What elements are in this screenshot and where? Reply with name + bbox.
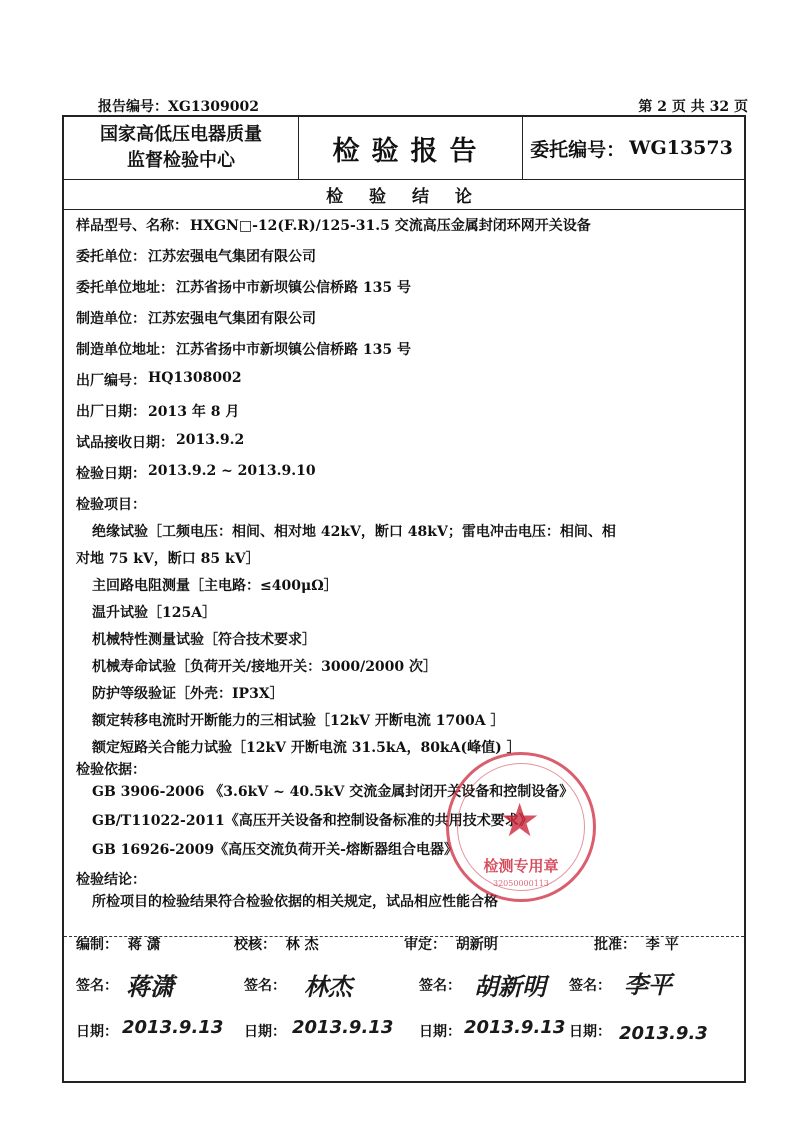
field-test-date — [76, 463, 736, 483]
sign-label: 签名： — [419, 978, 461, 994]
test-item: 防护等级验证［外壳：IP3X］ — [92, 686, 284, 702]
sign-label: 签名： — [244, 978, 286, 994]
field-value: 江苏省扬中市新坝镇公信桥路 135 号 — [176, 342, 411, 358]
role-compiler: 编制： 蒋 潇 — [76, 937, 161, 953]
org-line-1: 国家高低压电器质量 — [100, 124, 262, 145]
date-label: 日期： — [419, 1024, 461, 1040]
field-receipt-date — [76, 432, 736, 452]
star-icon: ★ — [499, 793, 541, 847]
field-sample — [76, 215, 736, 235]
field-client-address — [76, 277, 736, 297]
sign-label: 签名： — [569, 978, 611, 994]
entrust-number-value: WG13573 — [629, 137, 733, 159]
org-line-2: 监督检验中心 — [127, 150, 235, 171]
field-serial-no — [76, 370, 736, 390]
date-label: 日期： — [569, 1024, 611, 1040]
sign-label: 签名： — [76, 978, 118, 994]
field-manufacturer — [76, 308, 736, 328]
role-name: 林 杰 — [285, 937, 319, 953]
field-production-date — [76, 401, 736, 421]
section-title: 检 验 结 论 — [64, 179, 744, 210]
basis-standard: GB 3906-2006 《3.6kV ~ 40.5kV 交流金属封闭开关设备和控制设备》 — [92, 784, 574, 800]
test-item: 机械特性测量试验［符合技术要求］ — [92, 632, 316, 648]
field-manufacturer-address — [76, 339, 736, 359]
field-label: 出厂日期： — [76, 404, 146, 420]
field-label: 委托单位地址： — [76, 280, 174, 296]
basis-title: 检验依据： — [76, 762, 146, 778]
entrust-number-label: 委托编号： — [530, 138, 626, 161]
test-item: 绝缘试验［工频电压：相间、相对地 42kV，断口 48kV；雷电冲击电压：相间、相 — [92, 524, 616, 540]
page-info: 第 2 页 共 32 页 — [638, 99, 748, 115]
field-value: 2013.9.2 ~ 2013.9.10 — [148, 463, 316, 479]
conclusion-title: 检验结论： — [76, 872, 146, 888]
basis-standard: GB/T11022-2011《高压开关设备和控制设备标准的共用技术要求》 — [92, 813, 533, 829]
role-reviewer: 审定： 胡新明 — [404, 937, 498, 953]
seal-code: 32050000113 — [493, 879, 549, 888]
conclusion-text: 所检项目的检验结果符合检验依据的相关规定，试品相应性能合格 — [92, 894, 498, 910]
test-item: 温升试验［125A］ — [92, 605, 217, 621]
report-frame — [62, 115, 746, 1083]
field-value: 2013 年 8 月 — [148, 404, 240, 420]
report-number: 报告编号：XG1309002 — [98, 99, 260, 115]
test-item: 额定转移电流时开断能力的三相试验［12kV 开断电流 1700A ］ — [92, 713, 505, 729]
handwritten-signature: 胡新明 — [474, 973, 546, 1001]
field-value: 2013.9.2 — [176, 432, 245, 448]
handwritten-date: 2013.9.13 — [122, 1017, 224, 1038]
handwritten-signature: 李平 — [624, 971, 672, 999]
report-title: 检验报告 — [299, 117, 523, 179]
field-value: 江苏省扬中市新坝镇公信桥路 135 号 — [176, 280, 411, 296]
field-label: 检验日期： — [76, 466, 146, 482]
field-client — [76, 246, 736, 266]
field-label: 试品接收日期： — [76, 435, 174, 451]
field-value: 江苏宏强电气集团有限公司 — [148, 311, 316, 327]
date-label: 日期： — [244, 1024, 286, 1040]
field-label: 制造单位地址： — [76, 342, 174, 358]
test-item: 额定短路关合能力试验［12kV 开断电流 31.5kA，80kA(峰值) ］ — [92, 740, 521, 756]
field-value: 江苏宏强电气集团有限公司 — [148, 249, 316, 265]
field-label: 委托单位： — [76, 249, 146, 265]
org-name — [64, 117, 299, 179]
role-name: 蒋 潇 — [127, 937, 161, 953]
handwritten-signature: 林杰 — [304, 973, 352, 1001]
handwritten-date: 2013.9.3 — [619, 1023, 708, 1044]
handwritten-date: 2013.9.13 — [464, 1017, 566, 1038]
field-label: 出厂编号： — [76, 373, 146, 389]
role-name: 李 平 — [645, 937, 679, 953]
handwritten-signature: 蒋潇 — [126, 973, 174, 1001]
field-value: HQ1308002 — [148, 370, 242, 386]
role-name: 胡新明 — [455, 937, 498, 953]
test-item: 主回路电阻测量［主电路：≤400μΩ］ — [92, 578, 338, 594]
field-label: 制造单位： — [76, 311, 146, 327]
role-approver: 批准： 李 平 — [594, 937, 679, 953]
field-value: HXGN□-12(F.R)/125-31.5 交流高压金属封闭环网开关设备 — [190, 218, 591, 234]
test-item: 机械寿命试验［负荷开关/接地开关：3000/2000 次］ — [92, 659, 438, 675]
date-label: 日期： — [76, 1024, 118, 1040]
handwritten-date: 2013.9.13 — [292, 1017, 394, 1038]
basis-standard: GB 16926-2009《高压交流负荷开关-熔断器组合电器》 — [92, 842, 458, 858]
seal-title: 检测专用章 — [483, 857, 559, 875]
field-label: 样品型号、名称： — [76, 218, 188, 234]
items-title: 检验项目： — [76, 497, 146, 513]
entrust-number — [523, 117, 744, 179]
header-row — [64, 117, 744, 180]
test-item-continuation: 对地 75 kV，断口 85 kV］ — [76, 551, 260, 567]
role-checker: 校核： 林 杰 — [234, 937, 319, 953]
